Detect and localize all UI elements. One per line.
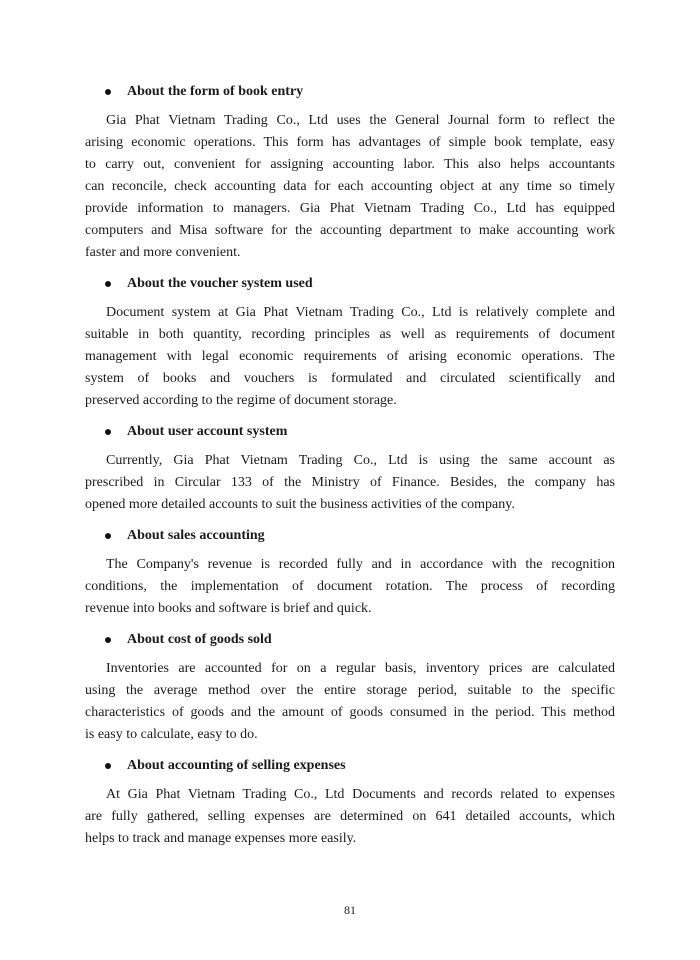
paragraph-line: Gia Phat Vietnam Trading Co., Ltd uses the General Journal form to reflect the: [106, 113, 615, 128]
heading-text: About cost of goods sold: [127, 632, 272, 647]
bullet-icon: [105, 533, 111, 539]
paragraph-line: characteristics of goods and the amount of goods consumed in the period. This method: [85, 705, 615, 720]
paragraph-line: can reconcile, check accounting data for each accounting object at any time so timely: [85, 179, 615, 194]
paragraph: [85, 658, 615, 746]
section-heading: [85, 525, 615, 547]
section-heading: [85, 273, 615, 295]
bullet-icon: [105, 637, 111, 643]
paragraph-line: Document system at Gia Phat Vietnam Trading Co., Ltd is relatively complete and: [106, 305, 615, 320]
paragraph: [85, 302, 615, 412]
paragraph-line: arising economic operations. This form has advantages of simple book template, easy: [85, 135, 615, 150]
paragraph-line: system of books and vouchers is formulated and circulated scientifically and: [85, 371, 615, 386]
bullet-icon: [105, 281, 111, 287]
section-heading: [85, 81, 615, 103]
bullet-icon: [105, 763, 111, 769]
paragraph-line: Currently, Gia Phat Vietnam Trading Co., Ltd is using the same account as: [106, 453, 615, 468]
paragraph-line: management with legal economic requirements of arising economic operations. The: [85, 349, 615, 364]
heading-text: About user account system: [127, 424, 288, 439]
paragraph-line: using the average method over the entire storage period, suitable to the specific: [85, 683, 615, 698]
paragraph: [85, 554, 615, 620]
section-heading: [85, 755, 615, 777]
paragraph-line: opened more detailed accounts to suit the business activities of the company.: [85, 497, 515, 512]
page-number: 81: [344, 903, 356, 917]
paragraph: [85, 110, 615, 264]
paragraph: [85, 450, 615, 516]
heading-text: About the voucher system used: [127, 276, 313, 291]
paragraph-line: At Gia Phat Vietnam Trading Co., Ltd Documents and records related to expenses: [106, 787, 615, 802]
paragraph-line: conditions, the implementation of document rotation. The process of recording: [85, 579, 615, 594]
paragraph-line: are fully gathered, selling expenses are determined on 641 detailed accounts, which: [85, 809, 615, 824]
paragraph-line: revenue into books and software is brief and quick.: [85, 601, 372, 616]
bullet-icon: [105, 429, 111, 435]
paragraph: [85, 784, 615, 850]
paragraph-line: helps to track and manage expenses more easily.: [85, 831, 357, 846]
heading-text: About the form of book entry: [127, 84, 304, 99]
paragraph-line: faster and more convenient.: [85, 245, 241, 260]
paragraph-line: suitable in both quantity, recording principles as well as requirements of document: [85, 327, 615, 342]
paragraph-line: computers and Misa software for the accounting department to make accounting work: [85, 223, 615, 238]
paragraph-line: Inventories are accounted for on a regular basis, inventory prices are calculated: [106, 661, 615, 676]
document-body: [85, 81, 615, 850]
bullet-icon: [105, 89, 111, 95]
paragraph-line: is easy to calculate, easy to do.: [85, 727, 258, 742]
paragraph-line: prescribed in Circular 133 of the Ministry of Finance. Besides, the company has: [85, 475, 615, 490]
section-heading: [85, 629, 615, 651]
heading-text: About accounting of selling expenses: [127, 758, 346, 773]
paragraph-line: provide information to managers. Gia Phat Vietnam Trading Co., Ltd has equipped: [85, 201, 615, 216]
heading-text: About sales accounting: [127, 528, 265, 543]
paragraph-line: to carry out, convenient for assigning accounting labor. This also helps accountants: [85, 157, 615, 172]
paragraph-line: The Company's revenue is recorded fully and in accordance with the recognition: [106, 557, 615, 572]
section-heading: [85, 421, 615, 443]
paragraph-line: preserved according to the regime of document storage.: [85, 393, 397, 408]
